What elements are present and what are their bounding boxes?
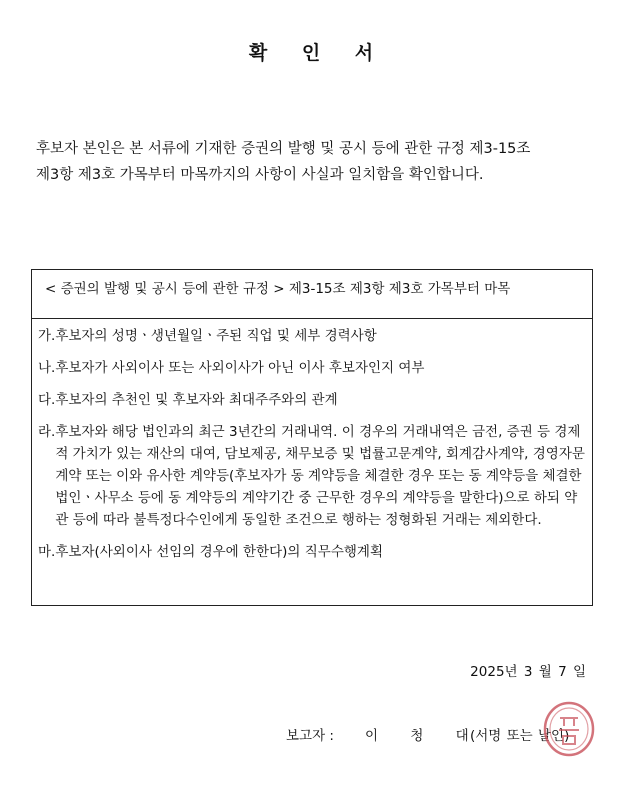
reporter-name: 이 청 대 [365,728,483,744]
regulation-item-na [38,357,592,379]
regulation-item-da [38,389,592,411]
item-marker: 나. [38,360,56,376]
statement-line-1: 후보자 본인은 본 서류에 기재한 증권의 발행 및 공시 등에 관한 규정 제3-15조 [36,141,531,157]
statement-line-2: 제3항 제3호 가목부터 마목까지의 사항이 사실과 일치함을 확인합니다. [36,167,484,183]
item-marker: 다. [38,392,56,408]
regulation-item-ga [38,325,592,347]
item-text: 후보자의 성명ㆍ생년월일ㆍ주된 직업 및 세부 경력사항 [55,328,377,344]
seal-stamp-icon [540,700,598,758]
regulation-header: < 증권의 발행 및 공시 등에 관한 규정 > 제3-15조 제3항 제3호 가목부터 마목 [32,270,592,319]
document-title: 확 인 서 [248,42,388,64]
regulation-item-ma [38,541,592,563]
item-marker: 마. [38,544,56,560]
regulation-item-list [32,319,592,563]
item-marker: 가. [38,328,56,344]
confirmation-statement [36,136,596,188]
item-text: 후보자가 사외이사 또는 사외이사가 아닌 이사 후보자인지 여부 [55,360,425,376]
document-date: 2025년 3 월 7 일 [470,664,586,680]
item-text: 후보자의 추천인 및 후보자와 최대주주와의 관계 [55,392,338,408]
regulation-item-ra [38,421,592,531]
item-marker: 라. [38,424,56,440]
item-text: 후보자와 해당 법인과의 최근 3년간의 거래내역. 이 경우의 거래내역은 금전, 증권 등 경제적 가치가 있는 재산의 대여, 담보제공, 채무보증 및 법률고문계약, 회계감사계약, 경영자문계약 또는 이와 유사한 계약등(후보자가 동 계약등을 체결한 경우 또는 동 계약등을 체결한 법인ㆍ사무소 등에 동 계약등의 계약기간 중 근무한 경우의 계약등을 말한다)으로 하되 약관 등에 따라 불특정다수인에게 동일한 조건으로 행하는 정형화된 거래는 제외한다. [55,424,585,528]
item-text: 후보자(사외이사 선임의 경우에 한한다)의 직무수행계획 [55,544,383,560]
signature-note: (서명 또는 날인) [470,728,570,744]
regulation-items-box [31,269,593,606]
reporter-label: 보고자 : [286,728,334,744]
